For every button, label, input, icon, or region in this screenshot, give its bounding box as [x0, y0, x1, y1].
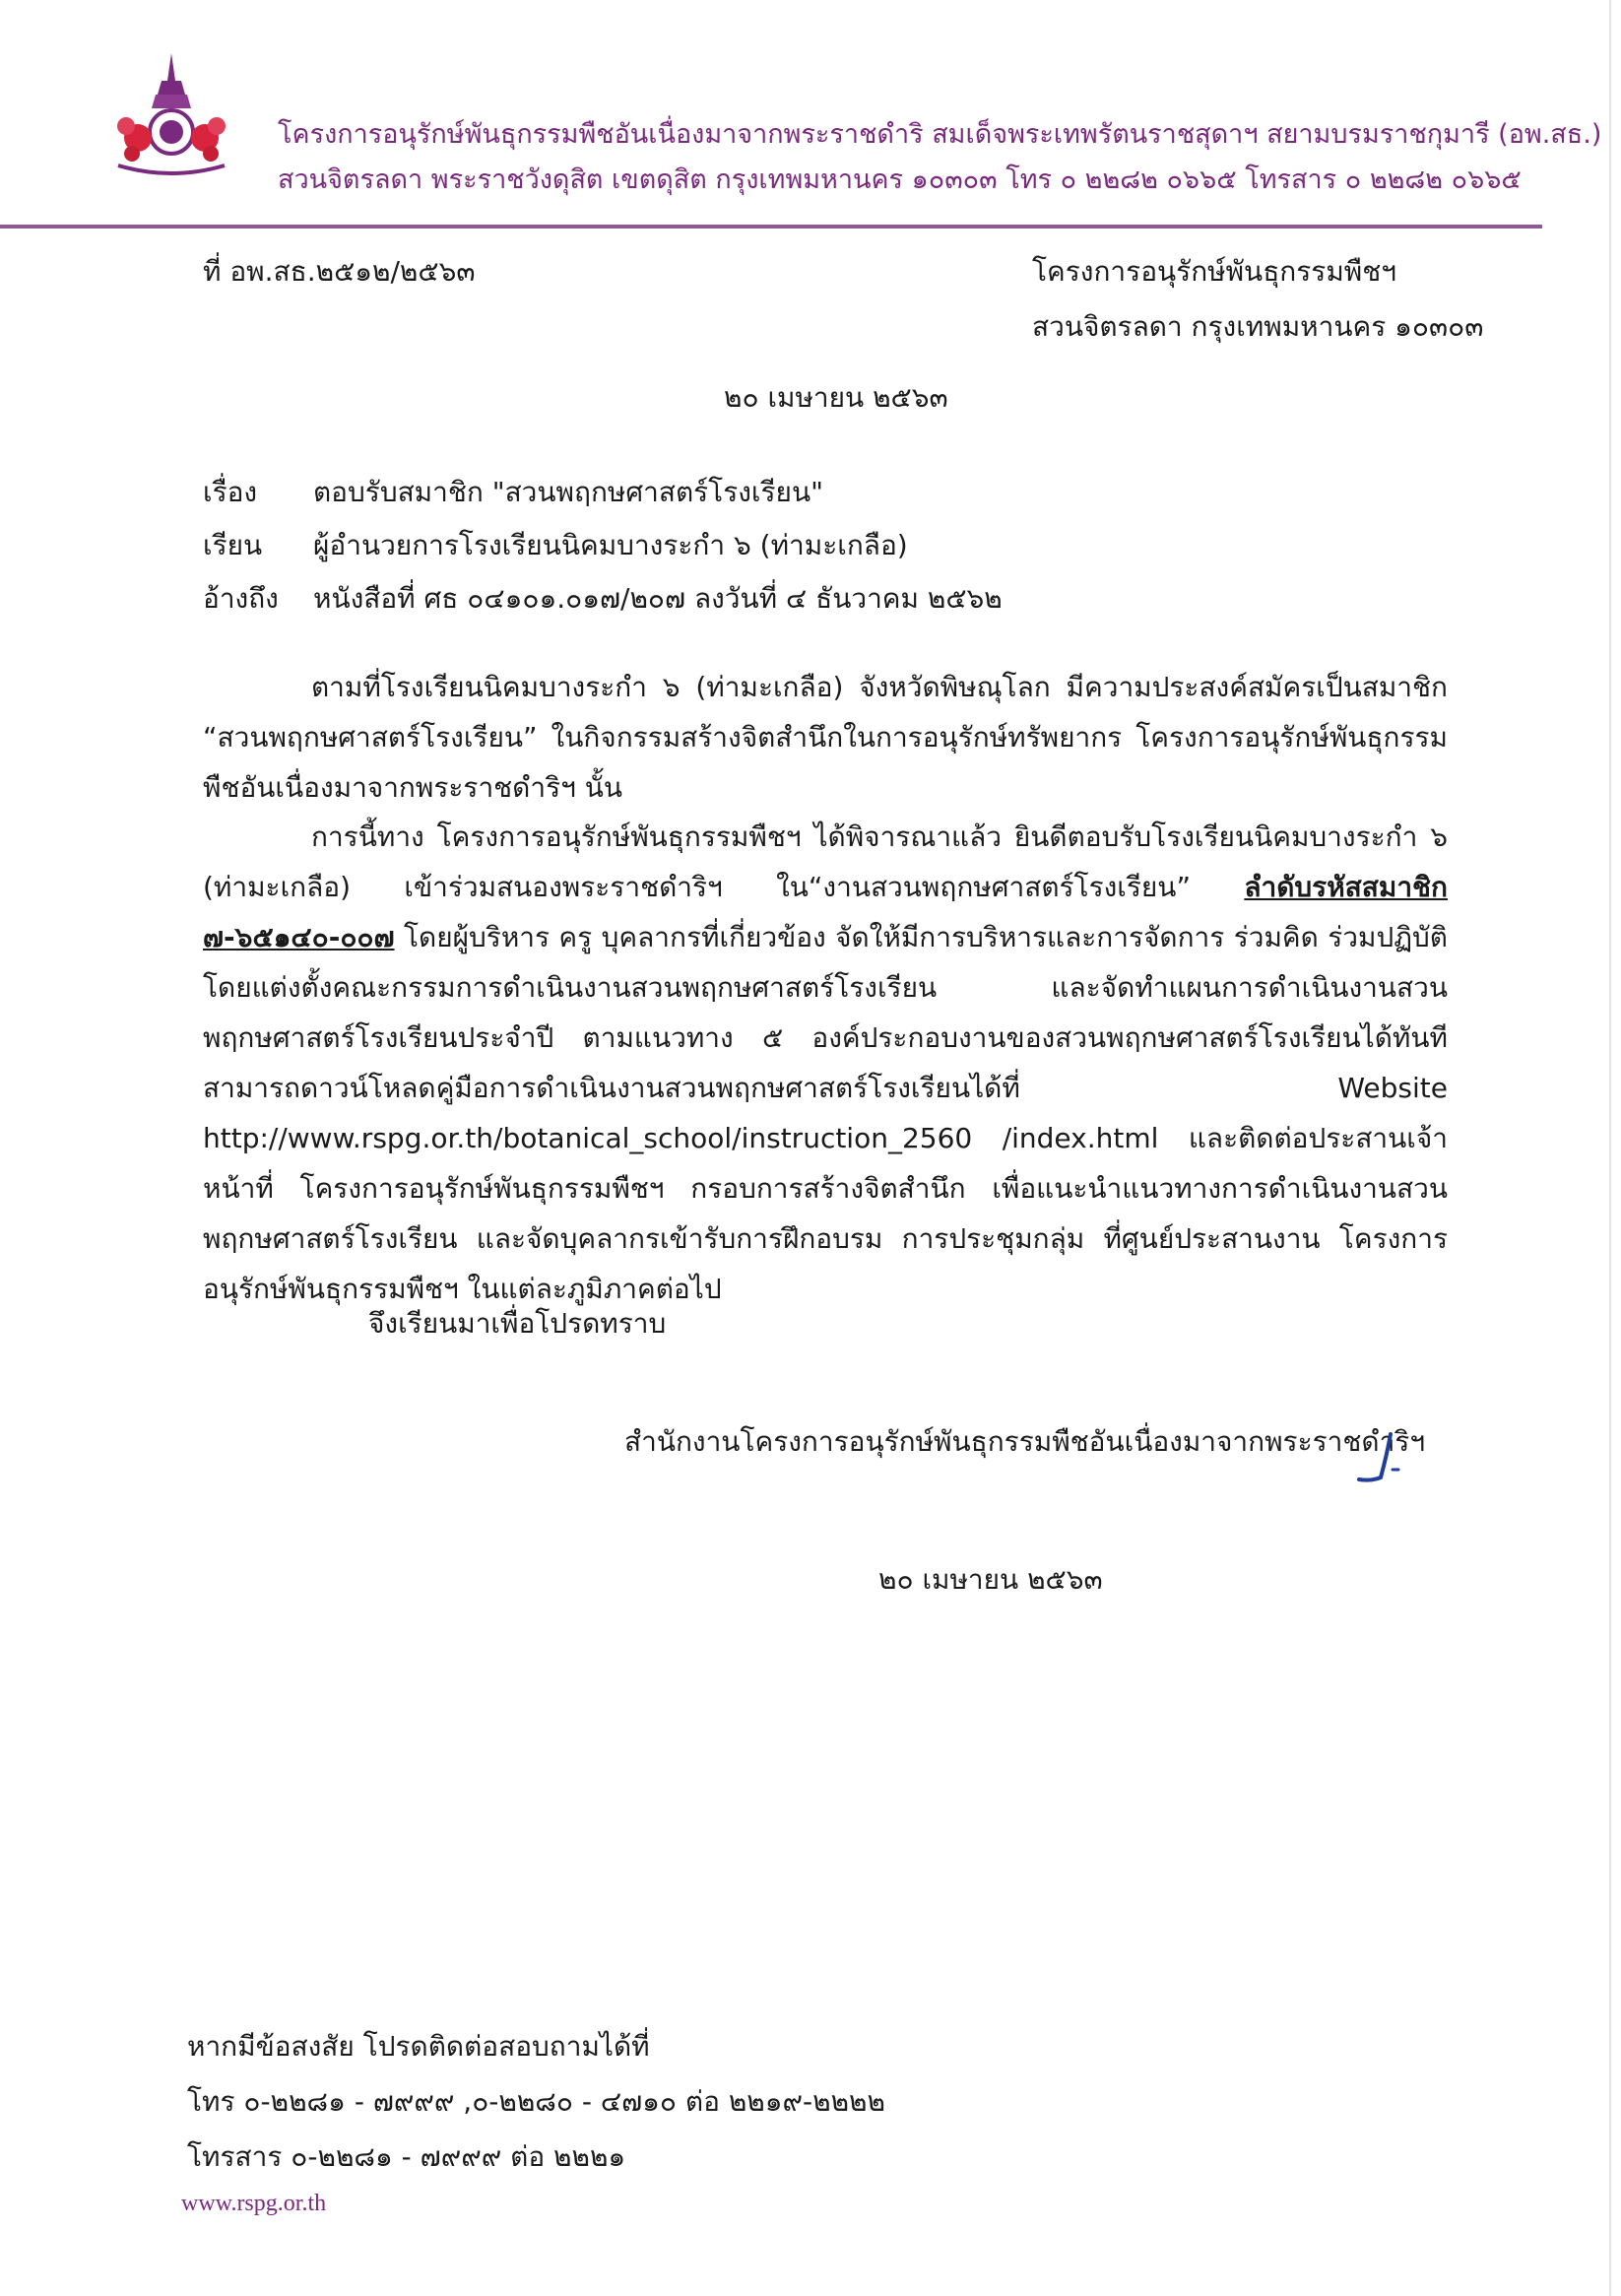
body-paragraph-2-text-a: การนี้ทาง โครงการอนุรักษ์พันธุกรรมพืชฯ ได้พิจารณาแล้ว ยินดีตอบรับโรงเรียนนิคมบางระกำ ๖ (ท่ามะเกลือ) เข้าร่วมสนองพระราชดำริฯ ใน“งานสวนพฤกษศาสตร์โรงเรียน”	[203, 820, 1448, 903]
letterhead-divider	[0, 225, 1542, 229]
subject-value: ตอบรับสมาชิก "สวนพฤกษศาสตร์โรงเรียน"	[313, 476, 823, 508]
sender-org-name: โครงการอนุรักษ์พันธุกรรมพืชฯ	[1032, 255, 1396, 288]
reference-number: ที่ อพ.สธ.๒๕๑๒/๒๕๖๓	[203, 255, 476, 288]
sender-org-address: สวนจิตรลดา กรุงเทพมหานคร ๑๐๓๐๓	[1032, 310, 1484, 343]
reference-label: อ้างถึง	[203, 582, 279, 615]
member-code: ลำดับรหัสสมาชิก ๗-๖๕๑๔๐-๐๐๗	[203, 871, 1448, 953]
issuing-office: สำนักงานโครงการอนุรักษ์พันธุกรรมพืชอันเนื่องมาจากพระราชดำริฯ	[624, 1425, 1426, 1458]
letter-date: ๒๐ เมษายน ๒๕๖๓	[724, 381, 948, 414]
signature-mark	[1341, 1430, 1410, 1489]
body-paragraph-2-text-b: โดยผู้บริหาร ครู บุคลากรที่เกี่ยวข้อง จัดให้มีการบริหารและการจัดการ ร่วมคิด ร่วมปฏิบัติ โดยแต่งตั้งคณะกรรมการดำเนินงานสวนพฤกษศาสตร์โรงเรียน และจัดทำแผนการดำเนินงานสวนพฤกษศาสตร์โรงเรียนประจำปี ตามแนวทาง ๕ องค์ประกอบงานของสวนพฤกษศาสตร์โรงเรียนได้ทันที สามารถดาวน์โหลดคู่มือการดำเนินงานสวนพฤกษศาสตร์โรงเรียนได้ที่ Website http://www.rspg.or.th/botanical_school/instruction_2560 /index.html และติดต่อประสานเจ้าหน้าที่ โครงการอนุรักษ์พันธุกรรมพืชฯ กรอบการสร้างจิตสำนึก เพื่อแนะนำแนวทางการดำเนินงานสวนพฤกษศาสตร์โรงเรียน และจัดบุคลากรเข้ารับการฝึกอบรม การประชุมกลุ่ม ที่ศูนย์ประสานงาน โครงการอนุรักษ์พันธุกรรมพืชฯ ในแต่ละภูมิภาคต่อไป	[203, 921, 1448, 1305]
footer-inquiry: หากมีข้อสงสัย โปรดติดต่อสอบถามได้ที่	[187, 2030, 650, 2063]
recipient-label: เรียน	[203, 529, 263, 561]
reference-value: หนังสือที่ ศธ ๐๔๑๐๑.๐๑๗/๒๐๗ ลงวันที่ ๔ ธันวาคม ๒๕๖๒	[313, 582, 1003, 615]
body-paragraph-1-text: ตามที่โรงเรียนนิคมบางระกำ ๖ (ท่ามะเกลือ) จังหวัดพิษณุโลก มีความประสงค์สมัครเป็นสมาชิก “สวนพฤกษศาสตร์โรงเรียน” ในกิจกรรมสร้างจิตสำนึกในการอนุรักษ์ทรัพยากร โครงการอนุรักษ์พันธุกรรมพืชอันเนื่องมาจากพระราชดำริฯ นั้น	[203, 671, 1448, 804]
signature-date: ๒๐ เมษายน ๒๕๖๓	[878, 1563, 1103, 1596]
body-paragraph-2	[203, 812, 1448, 1314]
subject-label: เรื่อง	[203, 476, 258, 508]
recipient-value: ผู้อำนวยการโรงเรียนนิคมบางระกำ ๖ (ท่ามะเกลือ)	[313, 529, 908, 561]
rspg-emblem-logo	[106, 51, 236, 177]
letterhead-line-1: โครงการอนุรักษ์พันธุกรรมพืชอันเนื่องมาจากพระราชดำริ สมเด็จพระเทพรัตนราชสุดาฯ สยามบรมราชกุมารี (อพ.สธ.)	[278, 119, 1602, 150]
closing-phrase: จึงเรียนมาเพื่อโปรดทราบ	[368, 1307, 667, 1340]
page-edge-line	[1609, 0, 1611, 2296]
body-paragraph-1	[203, 662, 1448, 813]
footer-fax: โทรสาร ๐-๒๒๘๑ - ๗๙๙๙ ต่อ ๒๒๒๑	[187, 2140, 626, 2173]
footer-website-link[interactable]: www.rspg.or.th	[181, 2191, 327, 2216]
letterhead-line-2: สวนจิตรลดา พระราชวังดุสิต เขตดุสิต กรุงเทพมหานคร ๑๐๓๐๓ โทร ๐ ๒๒๘๒ ๐๖๖๕ โทรสาร ๐ ๒๒๘๒ ๐๖๖๕	[278, 164, 1522, 195]
footer-phone: โทร ๐-๒๒๘๑ - ๗๙๙๙ ,๐-๒๒๘๐ - ๔๗๑๐ ต่อ ๒๒๑๙-๒๒๒๒	[187, 2085, 885, 2118]
